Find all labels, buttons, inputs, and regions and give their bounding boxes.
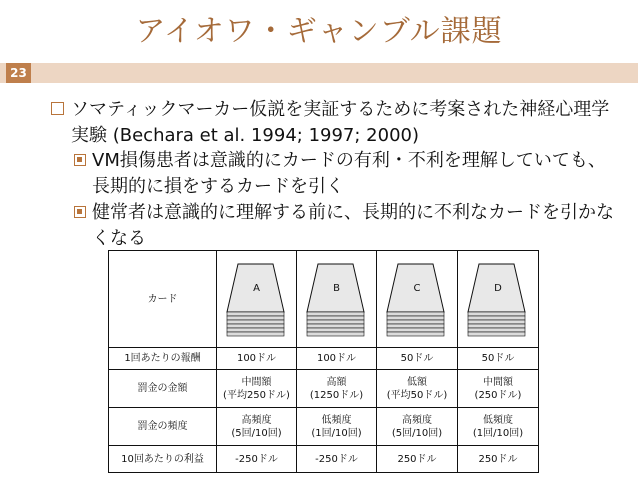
frequency-ratio: (5回/10回) [231,427,282,439]
penalty-frequency-a [217,408,297,446]
card-letter: B [333,283,340,294]
card-letter: D [494,283,502,294]
reward-c: 50ドル [377,348,458,370]
penalty-amount-b [297,370,377,408]
card-deck-icon [306,263,365,339]
card-deck-icon [386,263,445,339]
frequency-ratio: (1回/10回) [472,427,524,439]
penalty-frequency-c [377,408,458,446]
card-header-row [109,251,539,348]
row-label: 罰金の金額 [109,370,217,408]
penalty-level: 高額 [326,376,347,388]
profit-a: -250ドル [217,446,297,473]
frequency-ratio: (5回/10回) [391,427,443,439]
row-label: 1回あたりの報酬 [109,348,217,370]
iowa-gambling-table [108,250,538,471]
sub-bullet-healthy [74,200,614,252]
card-label: カード [109,251,217,348]
penalty-level: 中間額 [483,376,513,388]
penalty-amount-a [217,370,297,408]
comparison-table [108,250,539,473]
card-letter: A [253,283,260,294]
page-title: アイオワ・ギャンブル課題 [135,14,503,49]
sub-bullet-vm [74,148,614,200]
profit-row [109,446,539,473]
reward-a: 100ドル [217,348,297,370]
slide-number: 23 [6,63,31,83]
profit-d: 250ドル [458,446,539,473]
reward-b: 100ドル [297,348,377,370]
frequency-ratio: (1回/10回) [311,427,362,439]
penalty-amount-row [109,370,539,408]
penalty-average: (平均50ドル) [386,389,448,401]
penalty-frequency-d [458,408,539,446]
card-deck-d [458,251,539,348]
reward-row [109,348,539,370]
penalty-amount-c [377,370,458,408]
sub-bullet-text: VM損傷患者は意識的にカードの有利・不利を理解していても、長期的に損をするカードを引く [92,150,606,197]
penalty-average: (平均250ドル) [223,389,290,401]
card-deck-b [297,251,377,348]
penalty-frequency-b [297,408,377,446]
profit-b: -250ドル [297,446,377,473]
card-deck-a [217,251,297,348]
row-label: 罰金の頻度 [109,408,217,446]
profit-c: 250ドル [377,446,458,473]
frequency-level: 低頻度 [483,414,513,426]
row-label: 10回あたりの利益 [109,446,217,473]
card-deck-c [377,251,458,348]
penalty-amount-d [458,370,539,408]
penalty-amount: (1250ドル) [309,389,364,401]
main-bullet-text: ソマティックマーカー仮説を実証するために考案された神経心理学実験 (Bechara et al. 1994; 1997; 2000) [71,99,610,146]
penalty-level: 低額 [407,376,427,388]
card-letter: C [413,283,421,294]
filled-square-bullet-icon [74,154,86,166]
header-band [0,63,638,83]
penalty-frequency-row [109,408,539,446]
frequency-level: 高頻度 [241,414,272,426]
filled-square-bullet-icon [74,206,86,218]
sub-bullet-text: 健常者は意識的に理解する前に、長期的に不利なカードを引かなくなる [92,202,614,249]
card-deck-icon [467,263,526,339]
frequency-level: 高頻度 [402,414,432,426]
frequency-level: 低頻度 [321,414,352,426]
main-bullet [51,97,616,149]
card-deck-icon [226,263,285,339]
penalty-level: 中間額 [241,376,272,388]
penalty-amount: (250ドル) [474,389,522,401]
square-bullet-icon [51,102,64,115]
reward-d: 50ドル [458,348,539,370]
